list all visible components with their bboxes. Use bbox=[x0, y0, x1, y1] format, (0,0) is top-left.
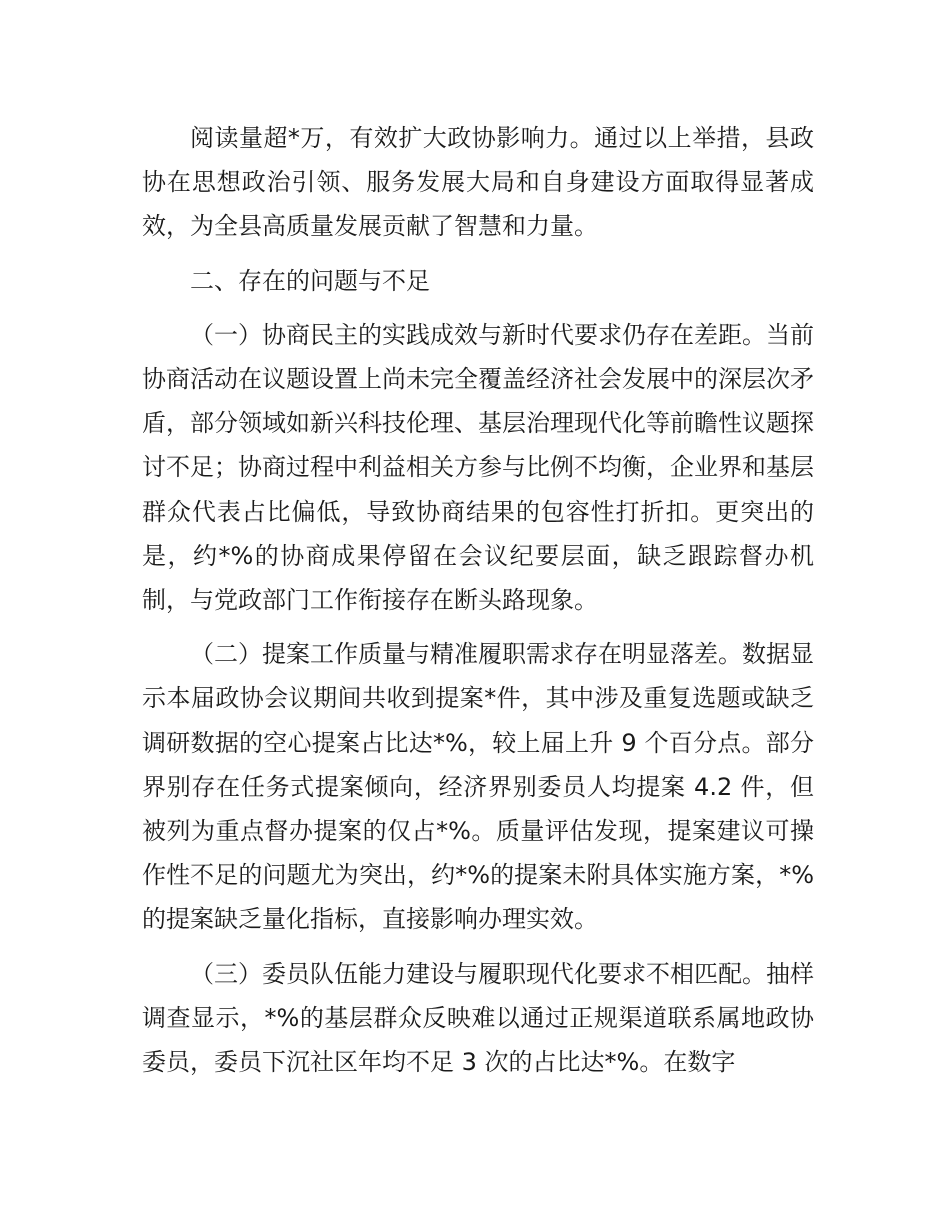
paragraph-consultation-gap: （一）协商民主的实践成效与新时代要求仍存在差距。当前协商活动在议题设置上尚未完全覆盖经济社会发展中的深层次矛盾，部分领域如新兴科技伦理、基层治理现代化等前瞻性议题探讨不足；协商过程中利益相关方参与比例不均衡，企业界和基层群众代表占比偏低，导致协商结果的包容性打折扣。更突出的是，约*%的协商成果停留在会议纪要层面，缺乏跟踪督办机制，与党政部门工作衔接存在断头路现象。 bbox=[142, 320, 814, 615]
section-heading: 二、存在的问题与不足 bbox=[190, 266, 430, 295]
document-body bbox=[142, 116, 814, 1094]
paragraph-continuation: 阅读量超*万，有效扩大政协影响力。通过以上举措，县政协在思想政治引领、服务发展大局和自身建设方面取得显著成效，为全县高质量发展贡献了智慧和力量。 bbox=[142, 124, 814, 241]
paragraph-member-capacity: （三）委员队伍能力建设与履职现代化要求不相匹配。抽样调查显示，*%的基层群众反映难以通过正规渠道联系属地政协委员，委员下沉社区年均不足 3 次的占比达*%。在数字 bbox=[142, 959, 814, 1077]
paragraph-proposal-quality: （二）提案工作质量与精准履职需求存在明显落差。数据显示本届政协会议期间共收到提案*件，其中涉及重复选题或缺乏调研数据的空心提案占比达*%，较上届上升 9 个百分点。部分界别存在任务式提案倾向，经济界别委员人均提案 4.2 件，但被列为重点督办提案的仅占*%。质量评估发现，提案建议可操作性不足的问题尤为突出，约*%的提案未附具体实施方案，*%的提案缺乏量化指标，直接影响办理实效。 bbox=[142, 640, 814, 934]
